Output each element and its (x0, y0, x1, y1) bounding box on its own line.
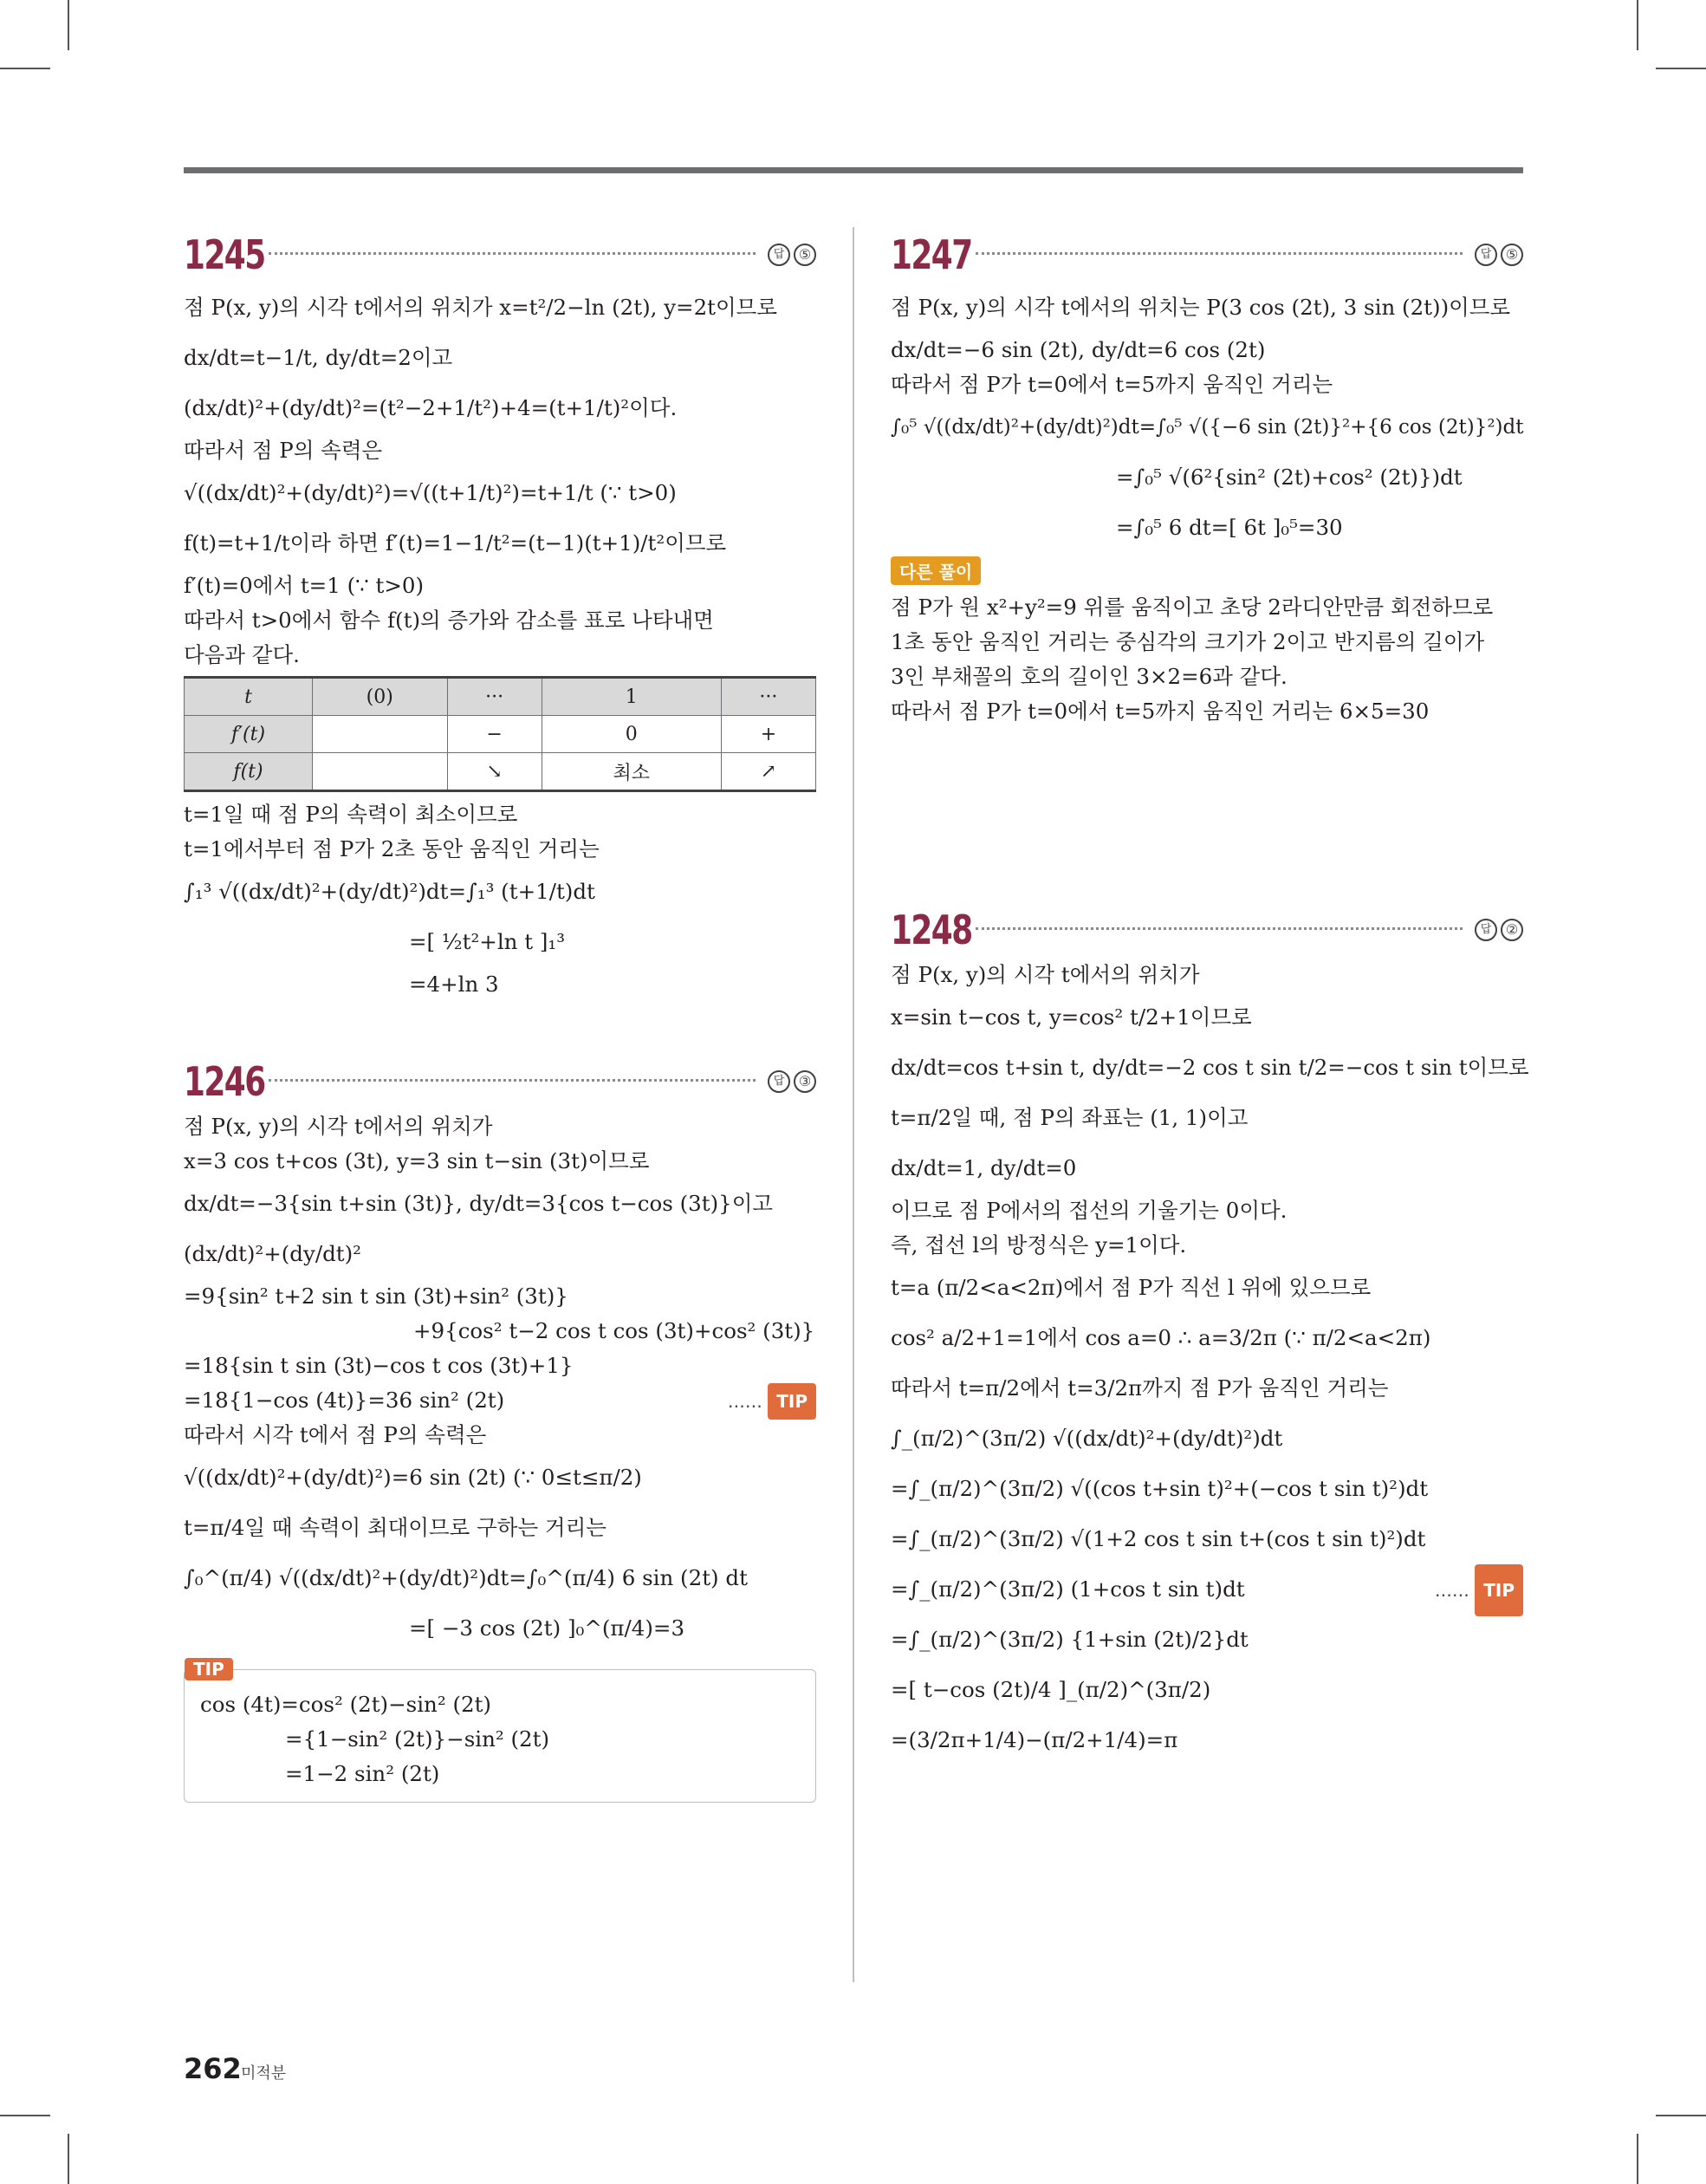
solution-text: =18{1−cos (4t)}=36 sin² (2t) (184, 1388, 505, 1413)
solution-line: 즉, 접선 l의 방정식은 y=1이다. (891, 1232, 1187, 1258)
tip-badge: TIP (185, 1658, 233, 1680)
crop-mark (68, 2134, 69, 2184)
alt-solution-line: 3인 부채꼴의 호의 길이인 3×2=6과 같다. (891, 664, 1288, 689)
table-cell (313, 753, 448, 791)
solution-line: 이므로 점 P에서의 접선의 기울기는 0이다. (891, 1198, 1288, 1223)
problem-header (184, 1054, 816, 1109)
problem-1248 (891, 902, 1529, 1765)
solution-line: dx/dt=t−1/t, dy/dt=2이고 (184, 345, 453, 370)
solution-line: t=π/4일 때 속력이 최대이므로 구하는 거리는 (184, 1515, 607, 1540)
crop-mark (1656, 2115, 1706, 2116)
alt-solution-line: 점 P가 원 x²+y²=9 위를 움직이고 초당 2라디안만큼 회전하므로 (891, 595, 1494, 620)
table-cell: + (721, 716, 815, 753)
column-divider (853, 227, 854, 1982)
answer-value: ② (1501, 919, 1523, 941)
solution-line: ∫₀^(π/4) √((dx/dt)²+(dy/dt)²)dt=∫₀^(π/4) 6 sin (2t) dt (184, 1565, 748, 1590)
solution-line: dx/dt=1, dy/dt=0 (891, 1155, 1077, 1180)
answer-indicator (768, 1070, 816, 1093)
solution-line: 따라서 t>0에서 함수 f(t)의 증가와 감소를 표로 나타내면 (184, 608, 714, 633)
solution-line: 점 P(x, y)의 시각 t에서의 위치가 (184, 1114, 493, 1139)
tip-reference (1435, 1564, 1523, 1616)
answer-value: ③ (794, 1070, 816, 1093)
tip-line: =1−2 sin² (2t) (285, 1761, 440, 1786)
solution-line: dx/dt=−6 sin (2t), dy/dt=6 cos (2t) (891, 337, 1266, 362)
solution-line: x=3 cos t+cos (3t), y=3 sin t−sin (3t)이므로 (184, 1148, 650, 1173)
solution-line: √((dx/dt)²+(dy/dt)²)=√((t+1/t)²)=t+1/t (∵ t>0) (184, 480, 677, 505)
tip-ref-dots: …… (727, 1391, 762, 1412)
solution-line: =∫₀⁵ √(6²{sin² (2t)+cos² (2t)})dt (1116, 465, 1463, 490)
table-cell: ↘ (447, 753, 542, 791)
solution-line: =(3/2π+1/4)−(π/2+1/4)=π (891, 1727, 1178, 1752)
solution-line: =∫_(π/2)^(3π/2) {1+sin (2t)/2}dt (891, 1627, 1249, 1652)
header-rule (184, 167, 1523, 173)
crop-mark (68, 0, 69, 50)
table-cell: 0 (542, 716, 721, 753)
answer-mark-icon: 답 (768, 1070, 790, 1093)
table-cell: 1 (542, 678, 721, 716)
crop-mark (1637, 2134, 1638, 2184)
solution-line: =∫_(π/2)^(3π/2) √((cos t+sin t)²+(−cos t sin t)²)dt (891, 1476, 1429, 1501)
table-row (185, 678, 816, 716)
table-cell: (0) (313, 678, 448, 716)
solution-line: dx/dt=cos t+sin t, dy/dt=−2 cos t sin t/2=−cos t sin t이므로 (891, 1055, 1529, 1080)
problem-number: 1246 (184, 1058, 265, 1105)
solution-line: t=π/2일 때, 점 P의 좌표는 (1, 1)이고 (891, 1105, 1249, 1130)
answer-mark-icon: 답 (1475, 919, 1497, 941)
tip-line: cos (4t)=cos² (2t)−sin² (2t) (200, 1692, 491, 1717)
problem-number: 1247 (891, 231, 972, 278)
crop-mark (1637, 0, 1638, 50)
alt-solution-line: 1초 동안 움직인 거리는 중심각의 크기가 2이고 반지름의 길이가 (891, 629, 1485, 654)
solution-line: 다음과 같다. (184, 642, 300, 667)
solution-line: 따라서 점 P의 속력은 (184, 438, 383, 463)
left-column (184, 227, 816, 1803)
solution-line: =∫_(π/2)^(3π/2) √(1+2 cos t sin t+(cos t sin t)²)dt (891, 1526, 1426, 1551)
tip-line: ={1−sin² (2t)}−sin² (2t) (285, 1726, 550, 1752)
solution-line: =9{sin² t+2 sin t sin (3t)+sin² (3t)} (184, 1284, 568, 1309)
solution-line: =18{sin t sin (3t)−cos t cos (3t)+1} (184, 1353, 574, 1378)
leader-dots (269, 252, 756, 255)
problem-1246 (184, 1054, 816, 1803)
problem-1245 (184, 227, 816, 1002)
table-row (185, 753, 816, 791)
right-column (891, 227, 1529, 1765)
table-row (185, 716, 816, 753)
answer-value: ⑤ (794, 244, 816, 266)
alt-solution-line: 따라서 점 P가 t=0에서 t=5까지 움직인 거리는 6×5=30 (891, 699, 1430, 724)
solution-line: =[ −3 cos (2t) ]₀^(π/4)=3 (409, 1615, 685, 1641)
solution-line (184, 1383, 816, 1418)
table-cell: f′(t) (185, 716, 313, 753)
answer-indicator (768, 244, 816, 266)
solution-line: √((dx/dt)²+(dy/dt)²)=6 sin (2t) (∵ 0≤t≤π/2) (184, 1465, 642, 1490)
solution-line: cos² a/2+1=1에서 cos a=0 ∴ a=3/2π (∵ π/2<a<2π) (891, 1325, 1431, 1350)
crop-mark (1656, 68, 1706, 69)
leader-dots (976, 927, 1463, 930)
leader-dots (269, 1079, 756, 1082)
solution-line: +9{cos² t−2 cos t cos (3t)+cos² (3t)} (413, 1318, 815, 1343)
solution-line: =[ ½t²+ln t ]₁³ (409, 929, 566, 954)
spacer (184, 1002, 816, 1054)
problem-header (184, 227, 816, 283)
tip-reference (728, 1383, 816, 1420)
solution-line: 점 P(x, y)의 시각 t에서의 위치는 P(3 cos (2t), 3 sin (2t))이므로 (891, 295, 1511, 320)
table-cell: ··· (721, 678, 815, 716)
alternative-solution-badge: 다른 풀이 (891, 556, 981, 585)
table-cell (313, 716, 448, 753)
spacer (891, 729, 1523, 902)
solution-line: x=sin t−cos t, y=cos² t/2+1이므로 (891, 1004, 1252, 1030)
solution-line: 따라서 t=π/2에서 t=3/2π까지 점 P가 움직인 거리는 (891, 1375, 1389, 1401)
tip-badge: TIP (1475, 1564, 1523, 1616)
leader-dots (976, 252, 1463, 255)
tip-badge: TIP (768, 1383, 816, 1420)
problem-header (891, 227, 1523, 283)
solution-line: 따라서 점 P가 t=0에서 t=5까지 움직인 거리는 (891, 372, 1333, 397)
tip-box (184, 1659, 816, 1803)
solution-line: =4+ln 3 (409, 972, 499, 997)
solution-line: f′(t)=0에서 t=1 (∵ t>0) (184, 573, 425, 598)
solution-line: f(t)=t+1/t이라 하면 f′(t)=1−1/t²=(t−1)(t+1)/t²이므로 (184, 530, 727, 556)
solution-line: (dx/dt)²+(dy/dt)²=(t²−2+1/t²)+4=(t+1/t)²이다. (184, 395, 678, 420)
crop-mark (0, 2115, 50, 2116)
solution-line (891, 1564, 1523, 1615)
answer-mark-icon: 답 (1475, 244, 1497, 266)
problem-number: 1245 (184, 231, 265, 278)
answer-indicator (1475, 244, 1523, 266)
solution-line: ∫₁³ √((dx/dt)²+(dy/dt)²)dt=∫₁³ (t+1/t)dt (184, 879, 595, 904)
answer-mark-icon: 답 (768, 244, 790, 266)
subject-label: 미적분 (241, 2064, 287, 2083)
problem-header (891, 902, 1523, 958)
solution-line: ∫₀⁵ √((dx/dt)²+(dy/dt)²)dt=∫₀⁵ √({−6 sin (2t)}²+{6 cos (2t)}²)dt (891, 416, 1524, 439)
solution-line: (dx/dt)²+(dy/dt)² (184, 1241, 361, 1266)
solution-line: 점 P(x, y)의 시각 t에서의 위치가 x=t²/2−ln (2t), y=2t이므로 (184, 295, 778, 320)
answer-value: ⑤ (1501, 244, 1523, 266)
solution-line: t=1에서부터 점 P가 2초 동안 움직인 거리는 (184, 836, 600, 861)
table-cell: f(t) (185, 753, 313, 791)
table-cell: t (185, 678, 313, 716)
solution-line: t=a (π/2<a<2π)에서 점 P가 직선 l 위에 있으므로 (891, 1275, 1372, 1300)
solution-line: =∫₀⁵ 6 dt=[ 6t ]₀⁵=30 (1116, 515, 1343, 540)
table-cell: ··· (447, 678, 542, 716)
crop-mark (0, 68, 50, 69)
solution-text: =∫_(π/2)^(3π/2) (1+cos t sin t)dt (891, 1576, 1245, 1602)
answer-indicator (1475, 919, 1523, 941)
problem-1247 (891, 227, 1523, 729)
solution-line: 따라서 시각 t에서 점 P의 속력은 (184, 1422, 487, 1447)
page-number: 262 (184, 2052, 242, 2085)
solution-line: ∫_(π/2)^(3π/2) √((dx/dt)²+(dy/dt)²)dt (891, 1426, 1283, 1451)
solution-line: t=1일 때 점 P의 속력이 최소이므로 (184, 802, 518, 827)
solution-line: dx/dt=−3{sin t+sin (3t)}, dy/dt=3{cos t−cos (3t)}이고 (184, 1191, 774, 1216)
problem-number: 1248 (891, 907, 972, 953)
table-cell: 최소 (542, 753, 721, 791)
solution-line: =[ t−cos (2t)/4 ]_(π/2)^(3π/2) (891, 1677, 1211, 1702)
solution-line: 점 P(x, y)의 시각 t에서의 위치가 (891, 962, 1200, 987)
table-cell: − (447, 716, 542, 753)
increase-decrease-table (184, 676, 816, 792)
tip-ref-dots: …… (1434, 1580, 1469, 1601)
table-cell: ↗ (721, 753, 815, 791)
